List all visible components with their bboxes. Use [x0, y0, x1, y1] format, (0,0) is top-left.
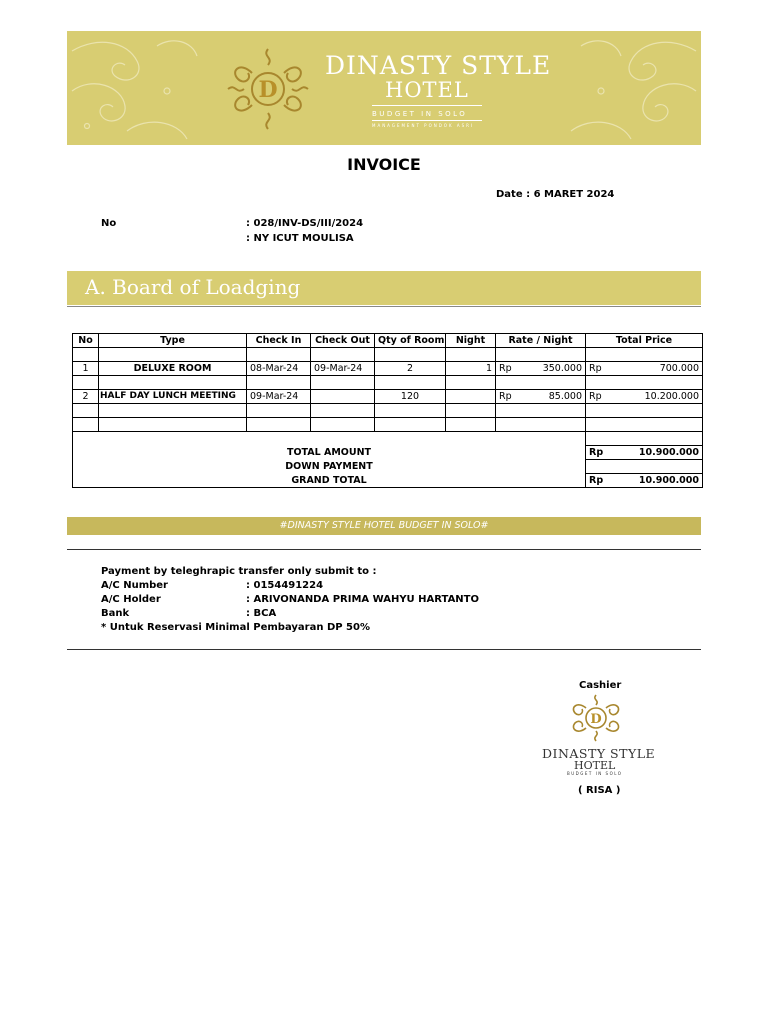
- table-row-empty: [73, 348, 703, 362]
- right-ornament-icon: [561, 31, 701, 145]
- down-payment-currency: [586, 460, 611, 474]
- total-row: [73, 460, 703, 474]
- row-rate-currency: Rp: [496, 362, 521, 376]
- table-row-empty: [73, 404, 703, 418]
- header-divider: [372, 105, 482, 106]
- column-header: Check Out: [311, 334, 375, 348]
- cashier-label: Cashier: [579, 680, 622, 691]
- row-qty: 120: [375, 390, 446, 404]
- hotel-name-line2: HOTEL: [385, 78, 469, 102]
- row-night: [446, 390, 496, 404]
- header-divider-2: [372, 120, 482, 121]
- row-night: 1: [446, 362, 496, 376]
- invoice-no-value: : 028/INV-DS/III/2024: [246, 218, 364, 229]
- row-qty: 2: [375, 362, 446, 376]
- table-header-row: [73, 334, 703, 348]
- row-total: 10.200.000: [611, 390, 703, 404]
- total-row: [73, 474, 703, 488]
- cashier-name: ( RISA ): [578, 785, 621, 796]
- table-row-empty: [73, 432, 703, 446]
- stamp-logo-letter: D: [590, 712, 602, 727]
- invoice-no-label: No: [101, 218, 117, 229]
- ac-number-value: : 0154491224: [246, 580, 324, 591]
- row-total-currency: Rp: [586, 390, 611, 404]
- table-row-empty: [73, 376, 703, 390]
- total-amount-value: 10.900.000: [611, 446, 703, 460]
- grand-total-currency: Rp: [586, 474, 611, 488]
- divider: [67, 649, 701, 650]
- row-check-out: [311, 390, 375, 404]
- row-no: 1: [73, 362, 99, 376]
- invoice-date: Date : 6 MARET 2024: [496, 189, 615, 200]
- hotel-subtagline: MANAGEMENT PONDOK ASRI: [372, 123, 475, 128]
- column-header: Night: [446, 334, 496, 348]
- total-amount-label: TOTAL AMOUNT: [73, 446, 586, 460]
- total-row: [73, 446, 703, 460]
- stamp-tagline: BUDGET IN SOLO: [567, 771, 623, 776]
- column-header: Check In: [247, 334, 311, 348]
- column-header: Rate / Night: [496, 334, 586, 348]
- row-check-in: 09-Mar-24: [247, 390, 311, 404]
- row-total: 700.000: [611, 362, 703, 376]
- ac-holder-value: : ARIVONANDA PRIMA WAHYU HARTANTO: [246, 594, 479, 605]
- invoice-title: INVOICE: [347, 155, 421, 174]
- table-row: [73, 390, 703, 404]
- hotel-logo-icon: [222, 43, 314, 135]
- column-header: No: [73, 334, 99, 348]
- stamp-logo-icon: [564, 693, 628, 743]
- down-payment-value: [611, 460, 703, 474]
- bank-value: : BCA: [246, 608, 277, 619]
- row-rate-currency: Rp: [496, 390, 521, 404]
- grand-total-label: GRAND TOTAL: [73, 474, 586, 488]
- table-row: [73, 362, 703, 376]
- row-check-in: 08-Mar-24: [247, 362, 311, 376]
- logo-letter: D: [258, 77, 278, 103]
- column-header: Qty of Room: [375, 334, 446, 348]
- column-header: Total Price: [586, 334, 703, 348]
- hotel-tagline: BUDGET IN SOLO: [372, 110, 468, 118]
- row-total-currency: Rp: [586, 362, 611, 376]
- invoice-table: [72, 333, 703, 488]
- header-banner: [67, 31, 701, 145]
- row-check-out: 09-Mar-24: [311, 362, 375, 376]
- section-header: [67, 271, 701, 305]
- row-type: HALF DAY LUNCH MEETING: [99, 390, 247, 404]
- row-no: 2: [73, 390, 99, 404]
- total-amount-currency: Rp: [586, 446, 611, 460]
- row-rate: 350.000: [521, 362, 586, 376]
- row-rate: 85.000: [521, 390, 586, 404]
- divider: [67, 549, 701, 550]
- ac-number-label: A/C Number: [101, 580, 168, 591]
- ac-holder-label: A/C Holder: [101, 594, 161, 605]
- reservation-note: * Untuk Reservasi Minimal Pembayaran DP 50%: [101, 622, 370, 633]
- bank-label: Bank: [101, 608, 130, 619]
- footer-slogan-bar: #DINASTY STYLE HOTEL BUDGET IN SOLO#: [67, 517, 701, 535]
- stamp-hotel-name-line1: DINASTY STYLE: [542, 746, 656, 761]
- section-title: A. Board of Loadging: [85, 275, 301, 299]
- left-ornament-icon: [67, 31, 227, 145]
- stamp-hotel-name-line2: HOTEL: [574, 759, 616, 772]
- down-payment-label: DOWN PAYMENT: [73, 460, 586, 474]
- column-header: Type: [99, 334, 247, 348]
- section-divider: [67, 306, 701, 307]
- guest-name: : NY ICUT MOULISA: [246, 233, 354, 244]
- table-row-empty: [73, 418, 703, 432]
- payment-intro: Payment by teleghrapic transfer only submit to :: [101, 566, 377, 577]
- grand-total-value: 10.900.000: [611, 474, 703, 488]
- row-type: DELUXE ROOM: [99, 362, 247, 376]
- hotel-name-line1: DINASTY STYLE: [325, 51, 552, 80]
